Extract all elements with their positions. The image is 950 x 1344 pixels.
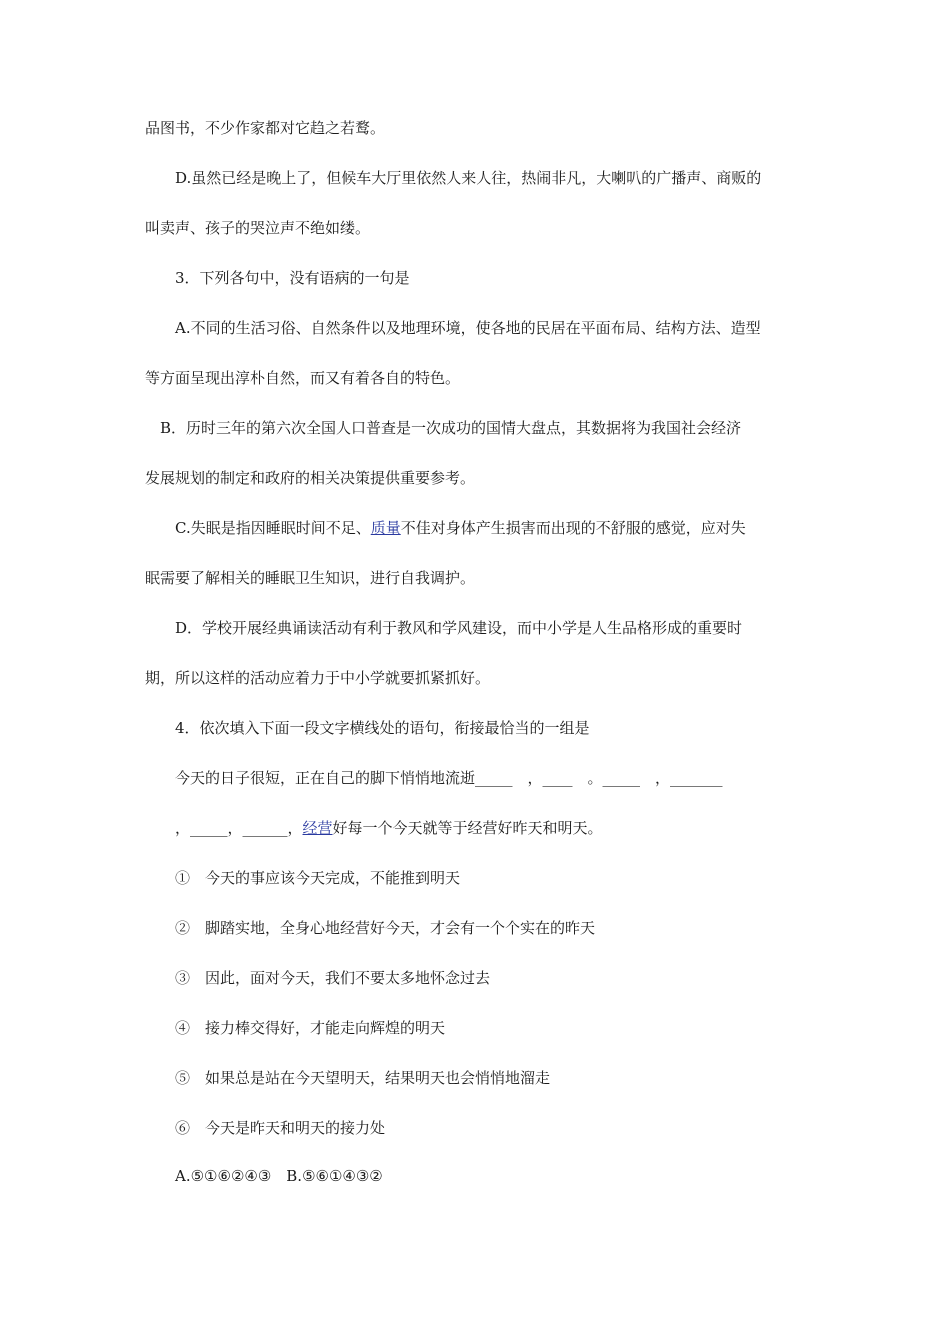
paragraph-line: 眠需要了解相关的睡眠卫生知识，进行自我调护。	[145, 569, 476, 587]
text-span: C.失眠是指因睡眠时间不足、	[175, 519, 371, 537]
passage-line: 今天的日子很短，正在自己的脚下悄悄地流逝_____ ，____ 。_____ ，_______	[175, 769, 723, 787]
paragraph-line: 叫卖声、孩子的哭泣声不绝如缕。	[145, 219, 371, 237]
choice-item: ④ 接力棒交得好，才能走向辉煌的明天	[175, 1019, 446, 1037]
answer-options: A.⑤①⑥②④③ B.⑤⑥①④③②	[175, 1167, 383, 1185]
choice-item: ③ 因此，面对今天，我们不要太多地怀念过去	[175, 969, 491, 987]
paragraph-line: 等方面呈现出淳朴自然，而又有着各自的特色。	[145, 369, 461, 387]
question-4-title: 4．依次填入下面一段文字横线处的语句，衔接最恰当的一组是	[175, 719, 590, 737]
choice-item: ⑥ 今天是昨天和明天的接力处	[175, 1119, 386, 1137]
text-span: 好每一个今天就等于经营好昨天和明天。	[332, 819, 603, 837]
paragraph-line: 品图书，不少作家都对它趋之若鹜。	[145, 119, 386, 137]
option-b-line: B．历时三年的第六次全国人口普查是一次成功的国情大盘点，其数据将为我国社会经济	[160, 419, 742, 437]
option-a-line: A.不同的生活习俗、自然条件以及地理环境，使各地的民居在平面布局、结构方法、造型	[175, 319, 761, 337]
option-d-line: D.虽然已经是晚上了，但候车大厅里依然人来人往，热闹非凡，大喇叭的广播声、商贩的	[175, 169, 762, 187]
option-c-line	[175, 518, 746, 538]
paragraph-line: 发展规划的制定和政府的相关决策提供重要参考。	[145, 469, 476, 487]
paragraph-line: 期，所以这样的活动应着力于中小学就要抓紧抓好。	[145, 669, 491, 687]
text-span: 不佳对身体产生损害而出现的不舒服的感觉，应对失	[400, 519, 746, 537]
quality-link[interactable]: 质量	[370, 519, 401, 537]
manage-link[interactable]: 经营	[302, 819, 333, 837]
text-span: ，_____，______，	[175, 819, 303, 837]
choice-item: ⑤ 如果总是站在今天望明天，结果明天也会悄悄地溜走	[175, 1069, 551, 1087]
choice-item: ② 脚踏实地，全身心地经营好今天，才会有一个个实在的昨天	[175, 919, 596, 937]
passage-line	[175, 818, 603, 838]
option-d-line: D．学校开展经典诵读活动有利于教风和学风建设，而中小学是人生品格形成的重要时	[175, 619, 743, 637]
question-3-title: 3．下列各句中，没有语病的一句是	[175, 269, 410, 287]
choice-item: ① 今天的事应该今天完成，不能推到明天	[175, 869, 461, 887]
